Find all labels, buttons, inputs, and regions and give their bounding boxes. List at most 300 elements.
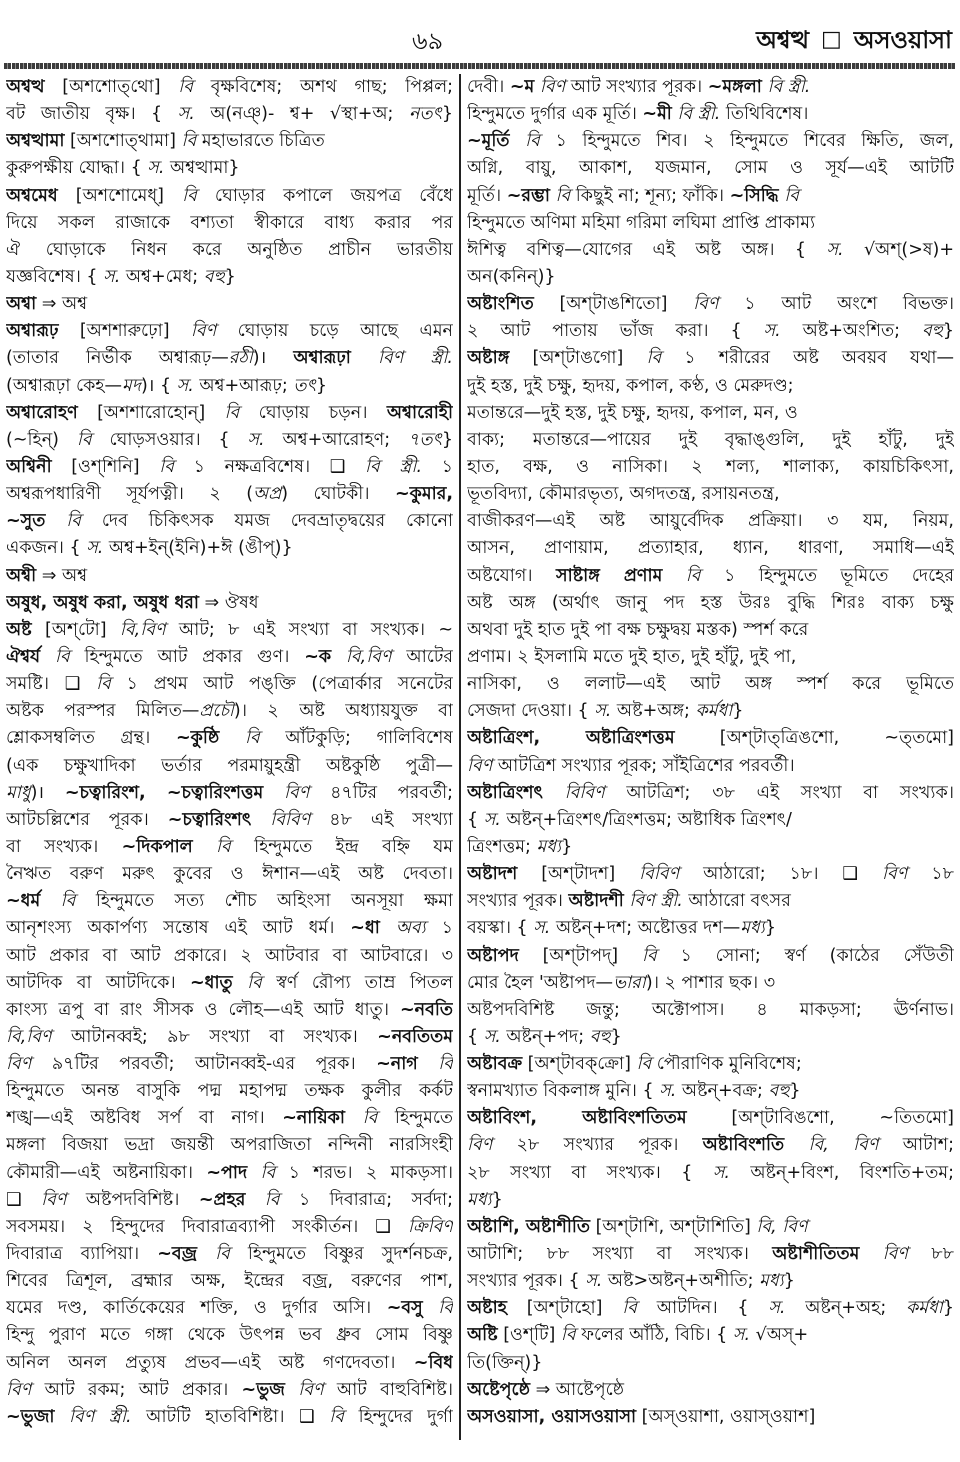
entry-text: অষ্টন্‌+বিংশ, বিংশতি+তম;: [729, 1162, 954, 1183]
entry-line-text: [6, 155, 240, 182]
headword: ~দিকপাল: [121, 836, 193, 857]
entry-text: তি(ক্তিন্‌)}: [467, 1352, 543, 1373]
headword: অশ্বিনী: [6, 456, 52, 477]
entry-line-text: [6, 427, 453, 454]
entry-text: অশ্ব+মেধ;: [120, 266, 204, 287]
entry-text: [662, 566, 685, 586]
entry-line-text: [467, 481, 780, 508]
entry-line-text: [6, 481, 453, 508]
entry-text: ১ সোনা; স্বর্ণ (কাঠের সেঁউতী: [656, 945, 954, 966]
entry-line: [6, 590, 453, 617]
entry-line-text: [467, 1214, 808, 1241]
grammar-label: বি: [525, 131, 540, 152]
entry-text: [অশ্‌টাদশ]: [517, 864, 640, 885]
guide-word-first: অশ্বত্থ: [756, 26, 809, 54]
grammar-label: বিণ: [6, 1379, 32, 1400]
headword: অশ্বত্থামা: [6, 131, 65, 152]
entry-line-text: [467, 508, 954, 535]
entry-line-text: [6, 997, 453, 1024]
grammar-label: তৎ: [293, 375, 316, 396]
grammar-label: বিণ স্ত্রী.: [629, 891, 683, 912]
entry-text: [অস্‌ওয়াশা, ওয়াস্‌ওয়াশ]: [636, 1406, 816, 1427]
entry-line: [6, 535, 453, 562]
headword: ~প্রহর: [198, 1189, 246, 1210]
entry-text: অষ্টন্‌+বক্র;: [676, 1081, 769, 1102]
entry-line: [6, 888, 453, 915]
entry-text: ২৮ সংখ্যার পূরক।: [492, 1135, 703, 1156]
entry-line-text: [467, 400, 798, 427]
entry-text: প্রণাম। ২ ইসলামি মতে দুই হাত, দুই হাঁটু, দুই পা,: [467, 646, 797, 667]
entry-text: ১ শরীরের অষ্ট অবয়ব যথা—: [661, 348, 954, 369]
entry-line: [6, 1214, 453, 1241]
entry-text: অশ্বত্থামা}: [164, 158, 240, 179]
headword: অষ্টাত্রিংশৎ: [467, 782, 543, 803]
entry-line-text: [6, 834, 453, 861]
entry-line-text: [467, 644, 796, 671]
entry-line-text: [6, 508, 453, 535]
entry-text: (~হিন্‌): [6, 429, 77, 450]
entry-text: অ(নঞ্‌)- শ্ব+ √স্থা+অ;: [194, 104, 409, 125]
headword: অষ্টাপদ: [467, 945, 519, 966]
entry-text: ⇒ অশ্ব: [36, 565, 88, 586]
entry-text: অন(কনিন্‌)}: [467, 266, 556, 287]
entry-text: }: [783, 1271, 795, 1292]
entry-line-text: [467, 834, 572, 861]
grammar-label: স.: [659, 1081, 677, 1102]
entry-text: বৃক্ষবিশেষ; অশথ গাছ; পিপ্পল;: [193, 77, 453, 97]
entry-text: ১ হিন্দুমতে শিব। ২ হিন্দুমতে শিবের ক্ষিতি, জল,: [539, 131, 954, 152]
grammar-label: বি: [636, 1054, 652, 1075]
entry-text: আট; ৮ এই সংখ্যা বা সংখ্যক। ~: [165, 619, 453, 640]
entry-line: [467, 888, 954, 915]
entry-text: [423, 1298, 439, 1318]
entry-line-text: [6, 753, 453, 780]
entry-line: [6, 400, 453, 427]
entry-text: আটানব্বই; ৯৮ সংখ্যা বা সংখ্যক।: [51, 1026, 378, 1047]
entry-line: [467, 373, 954, 400]
entry-text: কাংস্য ত্রপু বা রাং সীসক ও লৌহ—এই আট ধাতু।: [6, 999, 400, 1020]
entry-line-text: [467, 1132, 954, 1159]
grammar-label: অব্য: [395, 918, 426, 939]
entry-text: আঠারো বৎসর: [682, 891, 791, 912]
grammar-label: ক্রিবিণ: [408, 1216, 453, 1237]
entry-text: দিয়ে সকল রাজাকে বশ্যতা স্বীকারে বাধ্য করার পর: [6, 212, 453, 233]
entry-line-text: [6, 1295, 453, 1322]
entry-text: হিন্দুমতে বিষ্ণুর সুদর্শনচক্র,: [229, 1244, 453, 1265]
headword: অষ্টাহ: [467, 1298, 507, 1319]
grammar-label: বিবিণ: [639, 864, 680, 885]
entry-line-text: [6, 1051, 453, 1078]
entry-line-text: [467, 454, 954, 481]
headword: ~চত্বারিংশ, ~চত্বারিংশত্তম: [64, 782, 264, 803]
grammar-label: নতৎ: [408, 104, 442, 125]
entry-text: বয়স্কা। {: [467, 918, 534, 939]
grammar-label: বিণ: [190, 321, 217, 342]
entry-text: [263, 783, 284, 803]
entry-line: [467, 644, 954, 671]
entry-text: ১ হিন্দুমতে ভূমিতে দেহের: [700, 565, 954, 586]
grammar-label: রঠী: [228, 348, 253, 369]
headword: ~মী: [642, 104, 672, 125]
entry-text: দুই হস্ত, দুই চক্ষু, হৃদয়, কপাল, কণ্ঠ, ও মেরুদণ্ড;: [467, 375, 794, 396]
entry-line-text: [6, 345, 453, 372]
entry-text: মঙ্গলা বিজয়া ভদ্রা জয়ন্তী অপরাজিতা নন্দিনী নারসিংহী: [6, 1135, 453, 1156]
entry-line-text: [6, 373, 327, 400]
grammar-label: বি: [329, 1406, 345, 1427]
entry-line: [467, 915, 954, 942]
entry-text: √অস্‌+: [750, 1325, 809, 1346]
entry-line: [6, 617, 453, 644]
left-column: [6, 74, 453, 1431]
entry-line: [467, 1214, 954, 1241]
entry-text: [অশ্‌টো]: [31, 619, 120, 640]
entry-text: হিন্দু পুরাণ মতে গঙ্গা থেকে উৎপন্ন ভব ধ্রুব সোম বিষ্ণু: [6, 1325, 453, 1346]
entry-line-text: [467, 1295, 954, 1322]
entry-text: আটাশি; ৮৮ সংখ্যা বা সংখ্যক।: [467, 1244, 773, 1265]
entry-line-text: [467, 345, 954, 372]
entry-line: [467, 535, 954, 562]
entry-text: আটের: [391, 646, 453, 667]
entry-text: ত্রিংশত্তম;: [467, 836, 537, 857]
entry-text: অষ্টপদবিশিষ্ট জন্তু; অক্টোপাস। ৪ মাকড়সা; ঊর্ণনাভ।: [467, 999, 954, 1020]
headword: ~ধা: [350, 918, 380, 939]
entry-text: ঘোড়ায় চড়ে আছে এমন: [216, 321, 453, 342]
entry-line: [467, 318, 954, 345]
entry-line-text: [467, 997, 954, 1024]
headword: ~নায়িকা: [282, 1108, 346, 1129]
entry-line: [467, 264, 954, 291]
entry-line-text: [6, 1241, 453, 1268]
entry-text: শ্লোকসম্বলিত গ্রন্থ।: [6, 728, 176, 749]
entry-line-text: [6, 454, 453, 481]
entry-line-text: [6, 861, 453, 888]
headword: ~পাদ: [206, 1162, 248, 1183]
grammar-label: বি: [54, 646, 70, 667]
headword: ~চত্বারিংশৎ: [167, 809, 252, 830]
entry-text: }: [764, 918, 776, 939]
entry-line: [6, 861, 453, 888]
entry-text: }: [942, 1298, 954, 1319]
entry-line-text: [467, 1160, 954, 1187]
entry-line-text: [6, 888, 453, 915]
entry-line-text: [6, 291, 87, 318]
entry-line: [6, 997, 453, 1024]
entry-text: ১: [422, 456, 453, 477]
grammar-label: স.: [585, 1271, 603, 1292]
entry-line: [467, 1132, 954, 1159]
entry-text: আটচল্লিশের পূরক।: [6, 809, 168, 830]
entry-line: [6, 1377, 453, 1404]
entry-line-text: [467, 155, 954, 182]
entry-text: হিন্দুমতে ইন্দ্র বহ্নি যম: [230, 836, 453, 857]
entry-text: আটত্রিশ সংখ্যার পূরক; সাঁইত্রিশের পরবর্তী।: [492, 755, 795, 776]
entry-line: [6, 1241, 453, 1268]
entry-text: দেবী।: [467, 77, 510, 97]
entry-text: তিথিবিশেষ।: [720, 104, 809, 125]
entry-text: বা সংখ্যক।: [6, 836, 122, 857]
entry-line: [467, 128, 954, 155]
entry-line: [467, 780, 954, 807]
entry-line: [6, 183, 453, 210]
entry-line-text: [6, 1404, 453, 1431]
grammar-label: স.: [768, 1298, 786, 1319]
entry-line: [6, 671, 453, 698]
entry-line: [6, 508, 453, 535]
entry-text: স্বনামখ্যাত বিকলাঙ্গ মুনি। {: [467, 1081, 660, 1102]
entry-line-text: [6, 74, 453, 101]
entry-line: [467, 1051, 954, 1078]
entry-text: ৪৮ এই সংখ্যা: [310, 809, 453, 830]
entry-text: আটদিক বা আটদিকে।: [6, 972, 191, 993]
entry-line-text: [467, 1078, 801, 1105]
entry-line-text: [6, 807, 453, 834]
entry-text: [40, 647, 55, 667]
headword: অষুধ, অষুধ করা, অষুধ ধরা: [6, 592, 199, 613]
entry-text: অষ্টন্‌+অহ;: [785, 1298, 906, 1319]
grammar-label: বি: [60, 891, 76, 912]
grammar-label: বি: [264, 1189, 280, 1210]
headword: অষ্টাশি, অষ্টাশীতি: [467, 1216, 591, 1237]
entry-text: অথবা দুই হাত দুই পা বক্ষ চক্ষুদ্বয় মস্তক) স্পর্শ করে: [467, 619, 809, 640]
entry-line-text: [6, 237, 453, 264]
entry-line-text: [467, 807, 792, 834]
entry-line-text: [6, 1322, 453, 1349]
entry-text: ১৮: [907, 864, 954, 885]
entry-line: [467, 997, 954, 1024]
entry-text: অগ্নি, বায়ু, আকাশ, যজমান, সোম ও সূর্য—এই আটটি: [467, 158, 954, 179]
entry-line-text: [467, 1105, 954, 1132]
headword: অষ্টাদশ: [467, 864, 518, 885]
entry-line: [6, 74, 453, 101]
entry-line-text: [467, 1350, 542, 1377]
entry-line: [6, 1268, 453, 1295]
entry-text: অশ্ব+ইন্‌(ইনি)+ঈ (ঙীপ্‌)}: [103, 538, 293, 559]
entry-text: [418, 1054, 439, 1074]
entry-line: [6, 725, 453, 752]
entry-line: [6, 1295, 453, 1322]
entry-line-text: [467, 1268, 795, 1295]
entry-line-text: [6, 671, 453, 698]
entry-text: যজ্ঞবিশেষ। {: [6, 266, 104, 287]
headword: অষ্টাংশিত: [467, 294, 534, 315]
entry-line-text: [467, 183, 799, 210]
entry-line: [6, 481, 453, 508]
entry-line-text: [467, 1051, 802, 1078]
grammar-label: কর্মধা: [695, 701, 733, 722]
entry-text: অষ্টন্‌+ত্রিংশৎ/ত্রিংশত্তম; অষ্টাধিক ত্রিংশৎ/: [500, 809, 792, 830]
entry-text: [233, 973, 247, 993]
entry-text: ১ প্রথম আট পঙ্‌ক্তি (পেত্রার্কার সনেটের: [110, 674, 453, 695]
entry-line-text: [6, 400, 453, 427]
entry-text: [অশ্‌টাহো]: [506, 1298, 623, 1319]
grammar-label: বিণ: [882, 1244, 908, 1265]
entry-text: সংখ্যার পূরক।: [467, 891, 569, 912]
grammar-label: কর্মধা: [906, 1298, 943, 1319]
entry-text: সবসময়। ২ হিন্দুদের দিবারাত্রব্যাপী সংকীর্তন। ❑: [6, 1216, 409, 1237]
entry-text: বাজীকরণ—এই অষ্ট আয়ুর্বেদিক প্রক্রিয়া। ৩ যম, নিয়ম,: [467, 511, 954, 532]
entry-line-text: [467, 427, 954, 454]
entry-text: [ওশ্‌টি]: [497, 1325, 561, 1346]
entry-text: ⇒ আষ্টেপৃষ্ঠে: [530, 1379, 625, 1400]
entry-line: [6, 155, 453, 182]
headword: অষ্টেপৃষ্ঠে: [467, 1379, 530, 1400]
right-column: [467, 74, 954, 1431]
grammar-label: বি: [66, 511, 81, 532]
entry-line: [6, 915, 453, 942]
headword: ~ধাতু: [190, 972, 233, 993]
entry-text: [অশ্‌টাঙগো]: [509, 348, 647, 369]
entry-line-text: [467, 101, 808, 128]
entry-text: অনিল অনল প্রত্যুষ প্রভব—এই অষ্ট গণদেবতা।: [6, 1352, 414, 1373]
entry-text: দেব চিকিৎসক যমজ দেবভ্রাতৃদ্বয়ের কোনো: [80, 511, 453, 532]
entry-text: অষ্ট>অষ্টন্‌+অশীতি;: [602, 1271, 760, 1292]
entry-text: অশ্বরূপধারিণী সূর্যপত্নী। ২ (: [6, 484, 254, 505]
entry-line-text: [6, 535, 293, 562]
entry-line: [6, 128, 453, 155]
headword: অসওয়াসা, ওয়াসওয়াসা: [467, 1406, 637, 1427]
entry-line-text: [6, 780, 453, 807]
entry-line-text: [6, 210, 453, 237]
entry-line: [6, 1187, 453, 1214]
headword: অশ্বী: [6, 565, 37, 586]
entry-text: হিন্দুমতে সত্য শৌচ অহিংসা অনসূয়া ক্ষমা: [75, 891, 453, 912]
entry-line: [467, 74, 954, 101]
entry-line: [467, 943, 954, 970]
headword: অষ্টাবক্র: [467, 1054, 523, 1075]
grammar-label: বিণ: [298, 1379, 324, 1400]
entry-text: হিন্দুমতে অণিমা মহিমা গরিমা লঘিমা প্রাপ্তি প্রাকাম্য: [467, 212, 816, 233]
grammar-label: বহু: [768, 1081, 790, 1102]
entry-line: [467, 454, 954, 481]
grammar-label: মাধু: [6, 782, 31, 803]
entry-line: [467, 1404, 954, 1431]
entry-text: √অশ্‌(>ষ)+: [843, 239, 954, 260]
headword: অশ্বা: [6, 294, 37, 315]
entry-text: }: [491, 1189, 503, 1210]
grammar-label: বহু: [203, 266, 225, 287]
entry-text: [543, 783, 565, 803]
entry-text: [অশশারুঢ়ো]: [58, 321, 191, 342]
entry-line-text: [467, 943, 954, 970]
headword: ~বজ্র: [157, 1244, 197, 1265]
headword: ~নবতি: [400, 999, 453, 1020]
entry-text: [251, 810, 270, 830]
entry-text: [54, 1407, 69, 1427]
entry-line: [467, 1322, 954, 1349]
entry-text: মহাভারতে চিত্রিত: [196, 131, 325, 152]
grammar-label: স.: [533, 918, 551, 939]
entry-text: সেজদা দেওয়া। {: [467, 701, 595, 722]
entry-text: আটদিন। {: [636, 1298, 769, 1319]
entry-text: ৪৭টির পরবর্তী;: [309, 782, 453, 803]
entry-text: (অশ্বারূঢ়া কেহ—: [6, 375, 123, 396]
grammar-label: বি: [96, 674, 111, 695]
entry-text: আট প্রকার বা আট প্রকারে। ২ আটবার বা আটবারে। ৩: [6, 945, 453, 966]
entry-text: অশ্ব+আরোহণ;: [264, 429, 408, 450]
grammar-label: স.: [732, 1325, 751, 1346]
entry-line-text: [467, 1241, 954, 1268]
entry-text: অষ্টক পরস্পর মিলিত—: [6, 701, 200, 722]
entry-line-text: [467, 1377, 624, 1404]
entry-text: সংখ্যার পূরক। {: [467, 1271, 586, 1292]
entry-line: [6, 210, 453, 237]
headword: অষ্টাত্রিংশ, অষ্টাত্রিংশত্তম: [467, 728, 675, 749]
entry-text: পৌরাণিক মুনিবিশেষ;: [651, 1054, 802, 1075]
grammar-label: বি: [260, 1162, 276, 1183]
entry-line: [467, 345, 954, 372]
headword: ~বিধ: [413, 1352, 453, 1373]
entry-line: [6, 1024, 453, 1051]
entry-text: [784, 1135, 808, 1155]
entry-line-text: [467, 698, 743, 725]
entry-text: }: [561, 836, 573, 857]
entry-line: [467, 1268, 954, 1295]
entry-line: [6, 101, 453, 128]
grammar-label: বি,বিণ: [345, 646, 392, 667]
entry-line: [467, 1241, 954, 1268]
grammar-label: স.: [763, 321, 781, 342]
entry-text: [অশ্‌টাপদ্‌]: [518, 945, 642, 966]
entry-text: [40, 891, 60, 911]
entry-text: ⇒ ঔষধ: [198, 592, 259, 613]
entry-line-text: [6, 1132, 453, 1159]
entry-line-text: [467, 970, 775, 997]
headword: অষ্টাবিংশতি: [702, 1135, 785, 1156]
grammar-label: বহু: [589, 1026, 611, 1047]
entry-line: [6, 970, 453, 997]
entry-line-text: [6, 1350, 453, 1377]
entry-text: )। {: [140, 375, 177, 396]
entry-text: ১ নক্ষত্রবিশেষ। ❑: [173, 456, 366, 477]
entry-text: অষ্টন্‌+পদ;: [500, 1026, 590, 1047]
headword: অষ্টাদশী: [568, 891, 624, 912]
entry-line: [6, 345, 453, 372]
entry-text: [অশশোমেধ্‌]: [57, 185, 183, 206]
headword: ~ভুজ: [241, 1379, 285, 1400]
entry-line: [6, 834, 453, 861]
entry-text: ২ আট পাতায় ভাঁজ করা। {: [467, 321, 764, 342]
entry-text: আঁটকুড়ি; গালিবিশেষ: [259, 728, 453, 749]
entry-line-text: [467, 915, 776, 942]
headword: ~সুত: [6, 511, 46, 532]
entry-line: [467, 508, 954, 535]
grammar-label: বি: [182, 185, 197, 206]
entry-line-text: [467, 237, 954, 264]
entry-text: অষ্ট+অঙ্গ;: [611, 701, 696, 722]
entry-text: }: [610, 1026, 622, 1047]
grammar-label: মধ্য: [467, 1189, 492, 1210]
entry-text: ঘোড়সওয়ার। {: [91, 429, 248, 450]
grammar-label: মধ্য: [740, 918, 765, 939]
grammar-label: বিণ: [6, 1054, 32, 1075]
entry-text: হিন্দুমতে আট প্রকার গুণ।: [69, 646, 305, 667]
headword: অশ্বত্থ: [6, 77, 45, 97]
entry-line-text: [6, 590, 259, 617]
entry-text: [345, 1108, 363, 1128]
entry-text: নৈঋত বরুণ মরুৎ কুবের ও ঈশান—এই অষ্ট দেবতা।: [6, 864, 453, 885]
entry-line: [467, 725, 954, 752]
headword: অশ্বারোহণ: [6, 402, 78, 423]
entry-line-text: [6, 1160, 453, 1187]
entry-text: কৌমারী—এই অষ্টনায়িকা।: [6, 1162, 207, 1183]
grammar-label: বি, বিণ: [756, 1216, 808, 1237]
grammar-label: বি: [159, 456, 174, 477]
entry-line: [467, 970, 954, 997]
entry-text: [219, 728, 245, 748]
entry-line-text: [6, 698, 453, 725]
grammar-label: স.: [103, 266, 121, 287]
grammar-label: বিণ: [41, 1189, 67, 1210]
